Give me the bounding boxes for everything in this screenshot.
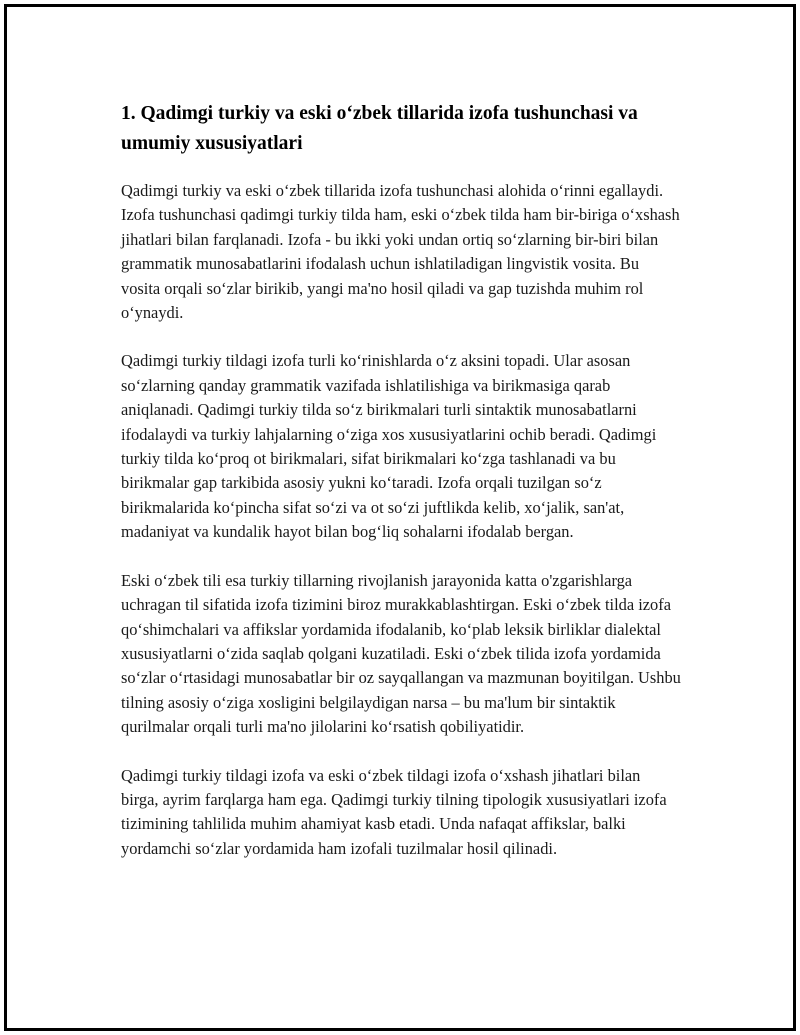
paragraph-3: Eski o‘zbek tili esa turkiy tillarning rivojlanish jarayonida katta o'zgarishlarga uchragan til sifatida izofa tizimini biroz murakkablashtirgan. Eski o‘zbek tilda izofa qo‘shimchalari va affikslar yordamida ifodalanib, ko‘plab leksik birliklar dialektal xususiyatlarni o‘zida saqlab qolgani kuzatiladi. Eski o‘zbek tilida izofa yordamida so‘zlar o‘rtasidagi munosabatlar bir oz sayqallangan va mazmunan boyitilgan. Ushbu tilning asosiy o‘ziga xosligini belgilaydigan narsa – bu ma'lum bir sintaktik qurilmalar orqali turli ma'no jilolarini ko‘rsatish qobiliyatidir.	[121, 570, 681, 737]
paragraph-1: Qadimgi turkiy va eski o‘zbek tillarida izofa tushunchasi alohida o‘rinni egallaydi. Izofa tushunchasi qadimgi turkiy tilda ham, eski o‘zbek tilda ham bir-biriga o‘xshash jihatlari bilan farqlanadi. Izofa - bu ikki yoki undan ortiq so‘zlarning bir-biri bilan grammatik munosabatlarini ifodalash uchun ishlatiladigan lingvistik vosita. Bu vosita orqali so‘zlar birikib, yangi ma'no hosil qiladi va gap tuzishda muhim rol o‘ynaydi.	[121, 181, 680, 323]
page-frame	[4, 4, 796, 1031]
section-heading: 1. Qadimgi turkiy va eski o‘zbek tillarida izofa tushunchasi va umumiy xususiyatlari	[121, 103, 638, 154]
paragraph-4: Qadimgi turkiy tildagi izofa va eski o‘zbek tildagi izofa o‘xshash jihatlari bilan birga, ayrim farqlarga ham ega. Qadimgi turkiy tilning tipologik xususiyatlari izofa tizimining tahlilida muhim ahamiyat kasb etadi. Unda nafaqat affikslar, balki yordamchi so‘zlar yordamida ham izofali tuzilmalar hosil qilinadi.	[121, 765, 667, 858]
document-body	[121, 99, 681, 885]
paragraph-2: Qadimgi turkiy tildagi izofa turli ko‘rinishlarda o‘z aksini topadi. Ular asosan so‘zlarning qanday grammatik vazifada ishlatilishiga va birikmasiga qarab aniqlanadi. Qadimgi turkiy tilda so‘z birikmalari turli sintaktik munosabatlarni ifodalaydi va turkiy lahjalarning o‘ziga xos xususiyatlarini ochib beradi. Qadimgi turkiy tilda ko‘proq ot birikmalari, sifat birikmalari ko‘zga tashlanadi va bu birikmalar gap tarkibida asosiy yukni ko‘taradi. Izofa orqali tuzilgan so‘z birikmalarida ko‘pincha sifat so‘zi va ot so‘zi juftlikda kelib, xo‘jalik, san'at, madaniyat va kundalik hayot bilan bog‘liq sohalarni ifodalab bergan.	[121, 351, 657, 542]
